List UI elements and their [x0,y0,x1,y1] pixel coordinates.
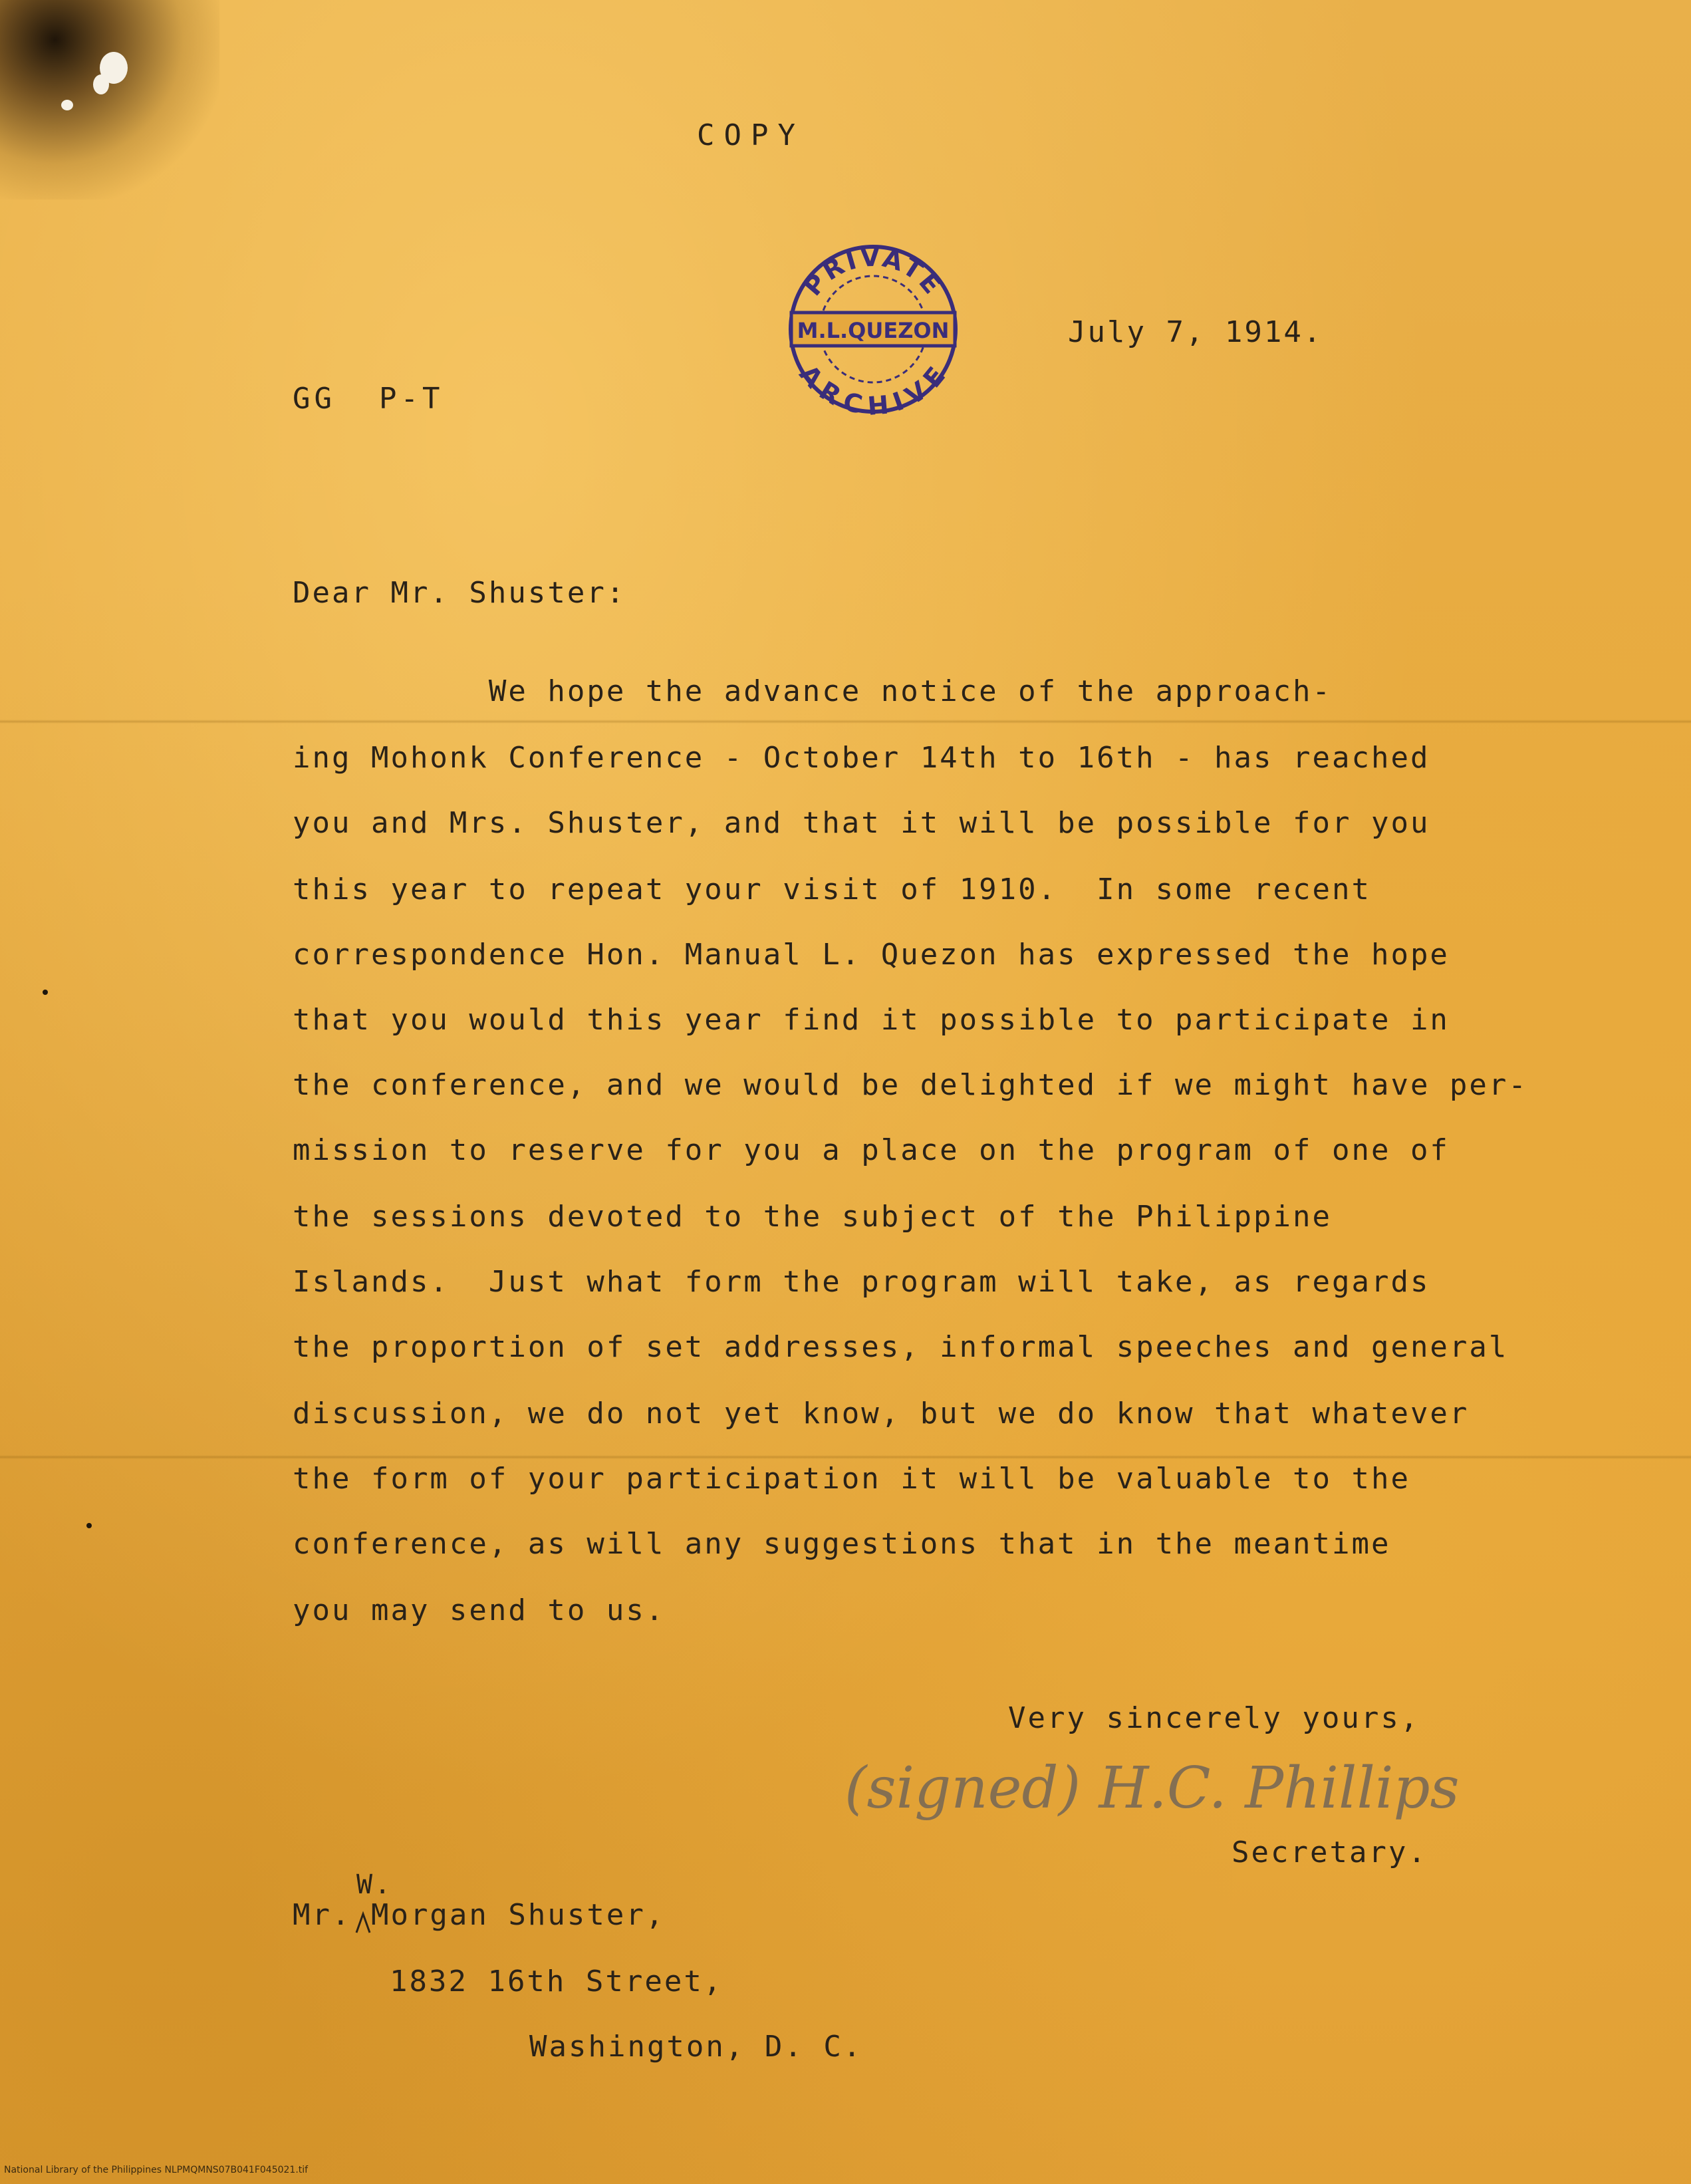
body-line: the proportion of set addresses, informal speeches and general [293,1330,1509,1364]
body-line: you and Mrs. Shuster, and that it will be possible for you [293,806,1430,840]
burn-mark [0,0,219,200]
address-city: Washington, D. C. [529,2030,863,2064]
body-line: this year to repeat your visit of 1910. In some recent [293,873,1371,906]
body-line: that you would this year find it possible to participate in [293,1003,1450,1037]
paper-fold [0,720,1691,724]
stamp-center-text: M.L.QUEZON [797,318,950,343]
archive-footer: National Library of the Philippines NLPMQMNS07B041F045021.tif [4,2165,309,2175]
closing: Very sincerely yours, [1008,1701,1420,1735]
insertion-caret [355,1907,371,1934]
ink-spot [43,990,48,995]
body-line: correspondence Hon. Manual L. Quezon has expressed the hope [293,938,1450,972]
body-line: Islands. Just what form the program will take, as regards [293,1265,1430,1299]
reference-code: GG P-T [293,382,444,416]
address-street: 1832 16th Street, [390,1965,723,1998]
body-line: the sessions devoted to the subject of the Philippine [293,1200,1332,1234]
salutation: Dear Mr. Shuster: [293,576,626,610]
ink-spot [86,1523,92,1528]
stamp-bottom-text: ARCHIVE [793,359,953,419]
archive-stamp [783,239,963,419]
body-line: you may send to us. [293,1593,666,1627]
paper-hole [93,74,109,94]
copy-label: COPY [697,118,805,152]
paper-hole [61,100,73,110]
address-name: Mr. Morgan Shuster, [293,1898,666,1932]
svg-text:(signed) H.C. Phillips: (signed) H.C. Phillips [845,1755,1460,1822]
stamp-top-text: PRIVATE [797,242,949,302]
body-line: We hope the advance notice of the approach- [293,674,1332,708]
body-line: conference, as will any suggestions that in the meantime [293,1527,1391,1561]
signer-title: Secretary. [1232,1836,1428,1869]
body-line: discussion, we do not yet know, but we do know that whatever [293,1397,1470,1431]
inserted-initial: W. [356,1869,393,1900]
body-line: the conference, and we would be delighted if we might have per- [293,1068,1528,1102]
handwritten-signature [845,1729,1529,1842]
letter-date: July 7, 1914. [1068,315,1323,349]
body-line: ing Mohonk Conference - October 14th to 16th - has reached [293,741,1430,775]
body-line: mission to reserve for you a place on the program of one of [293,1133,1450,1167]
body-line: the form of your participation it will be valuable to the [293,1462,1410,1496]
paper-fold [0,1455,1691,1459]
